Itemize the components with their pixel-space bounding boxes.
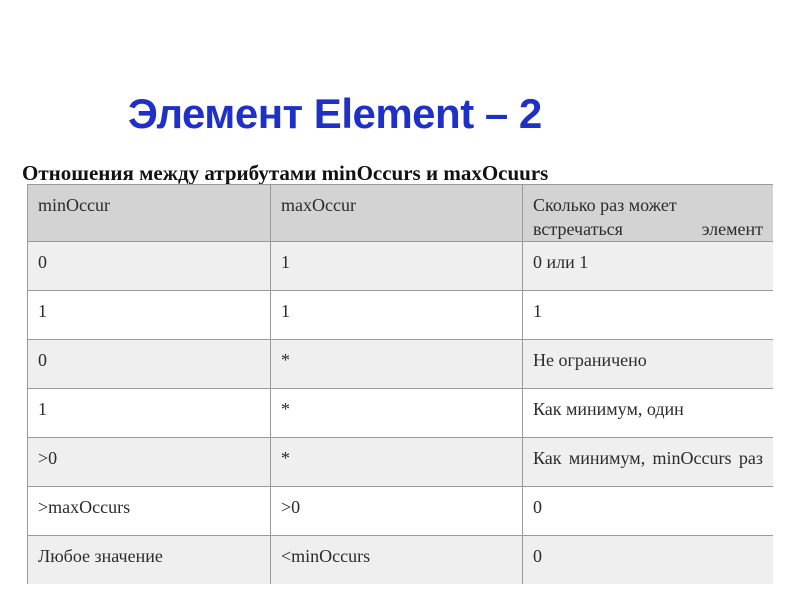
header-occurrence-count: Сколько раз может встречаться элемент <box>523 185 774 242</box>
slide-subtitle: Отношения между атрибутами minOccurs и maxOcuurs <box>22 161 549 185</box>
slide-title: Элемент Element – 2 <box>128 90 542 137</box>
cell-max-occur: * <box>271 438 523 487</box>
cell-occurrence: 0 <box>523 487 774 536</box>
table-row <box>28 438 774 487</box>
table-header <box>28 185 774 242</box>
cell-min-occur: 1 <box>28 291 271 340</box>
cell-min-occur: >maxOccurs <box>28 487 271 536</box>
cell-max-occur: * <box>271 340 523 389</box>
cell-occurrence: 0 <box>523 536 774 585</box>
occurs-table-container <box>27 184 773 584</box>
header-row <box>28 185 774 242</box>
table-row <box>28 291 774 340</box>
cell-occurrence: 0 или 1 <box>523 242 774 291</box>
header-max-occur: maxOccur <box>271 185 523 242</box>
table-row <box>28 536 774 585</box>
cell-occurrence: Как минимум, один <box>523 389 774 438</box>
cell-min-occur: 1 <box>28 389 271 438</box>
occurs-table <box>27 184 773 584</box>
cell-occurrence: Не ограничено <box>523 340 774 389</box>
cell-min-occur: >0 <box>28 438 271 487</box>
header-min-occur: minOccur <box>28 185 271 242</box>
table-row <box>28 389 774 438</box>
table-body <box>28 242 774 585</box>
cell-occurrence: 1 <box>523 291 774 340</box>
cell-max-occur: * <box>271 389 523 438</box>
cell-max-occur: <minOccurs <box>271 536 523 585</box>
cell-occurrence: Как минимум, minOccurs раз <box>523 438 774 487</box>
table-row <box>28 242 774 291</box>
cell-max-occur: >0 <box>271 487 523 536</box>
cell-max-occur: 1 <box>271 291 523 340</box>
cell-max-occur: 1 <box>271 242 523 291</box>
table-row <box>28 340 774 389</box>
cell-min-occur: 0 <box>28 340 271 389</box>
cell-min-occur: Любое значение <box>28 536 271 585</box>
cell-min-occur: 0 <box>28 242 271 291</box>
table-row <box>28 487 774 536</box>
